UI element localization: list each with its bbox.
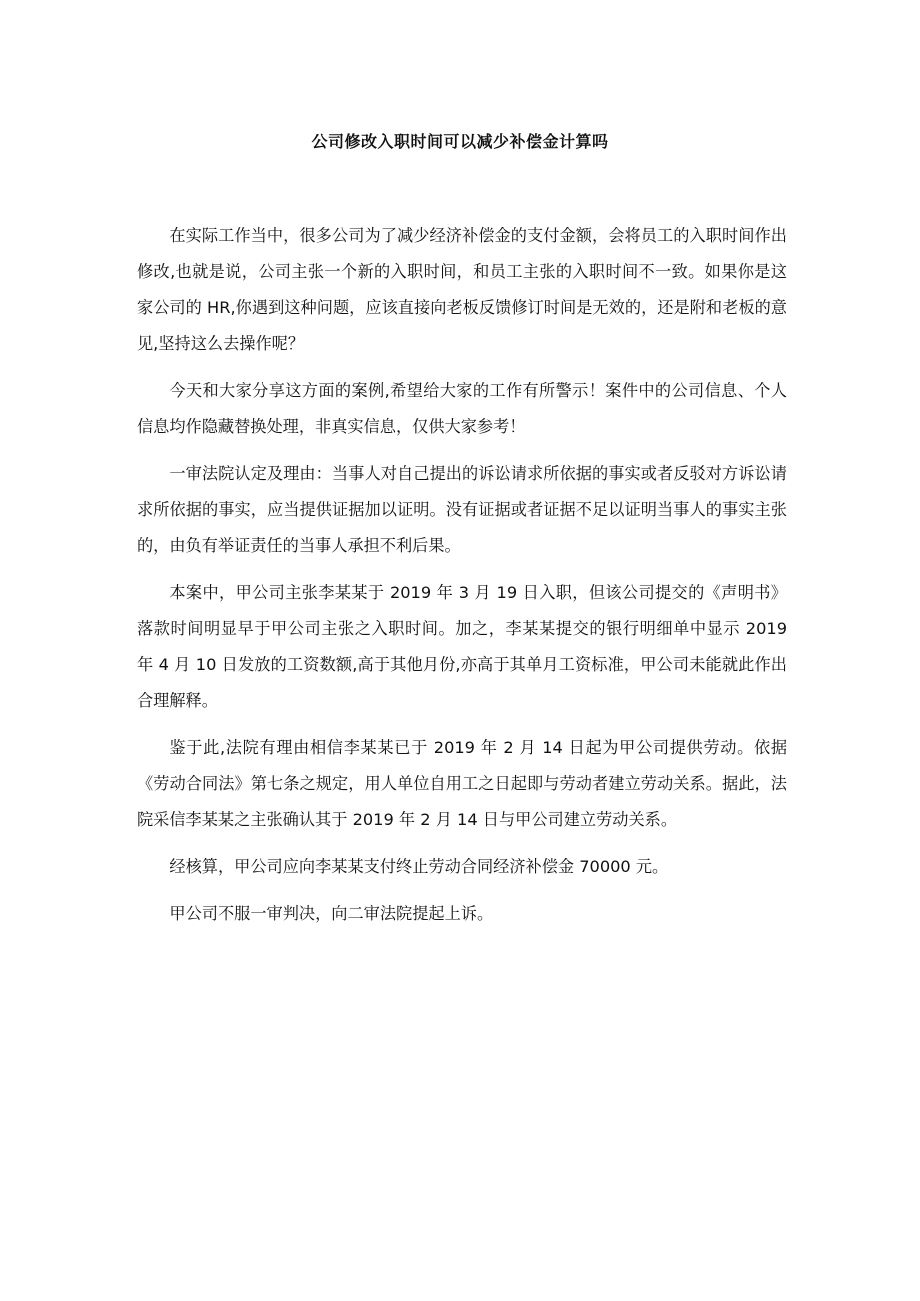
paragraph-court-finding: 鉴于此,法院有理由相信李某某已于 2019 年 2 月 14 日起为甲公司提供劳动。依据《劳动合同法》第七条之规定，用人单位自用工之日起即与劳动者建立劳动关系。据此，法院采信李某某之主张确认其于 2019 年 2 月 14 日与甲公司建立劳动关系。 — [137, 738, 787, 829]
document-title: 公司修改入职时间可以减少补偿金计算吗 — [311, 132, 609, 151]
paragraph-case-facts: 本案中，甲公司主张李某某于 2019 年 3 月 19 日入职，但该公司提交的《声明书》落款时间明显早于甲公司主张之入职时间。加之，李某某提交的银行明细单中显示 2019 年 4 月 10 日发放的工资数额,高于其他月份,亦高于其单月工资标准，甲公司未能就此作出合理解释。 — [137, 583, 787, 710]
paragraph-first-instance-reason: 一审法院认定及理由：当事人对自己提出的诉讼请求所依据的事实或者反驳对方诉讼请求所依据的事实，应当提供证据加以证明。没有证据或者证据不足以证明当事人的事实主张的，由负有举证责任的当事人承担不利后果。 — [137, 464, 787, 555]
document-body — [137, 218, 787, 943]
paragraph-case-share: 今天和大家分享这方面的案例,希望给大家的工作有所警示！案件中的公司信息、个人信息均作隐藏替换处理，非真实信息，仅供大家参考！ — [137, 381, 787, 436]
paragraph-compensation: 经核算，甲公司应向李某某支付终止劳动合同经济补偿金 70000 元。 — [169, 857, 669, 876]
paragraph-appeal: 甲公司不服一审判决，向二审法院提起上诉。 — [169, 904, 494, 923]
paragraph-intro: 在实际工作当中，很多公司为了减少经济补偿金的支付金额，会将员工的入职时间作出修改,也就是说，公司主张一个新的入职时间，和员工主张的入职时间不一致。如果你是这家公司的 HR,你遇到这种问题，应该直接向老板反馈修订时间是无效的，还是附和老板的意见,坚持这么去操作呢？ — [137, 226, 787, 353]
